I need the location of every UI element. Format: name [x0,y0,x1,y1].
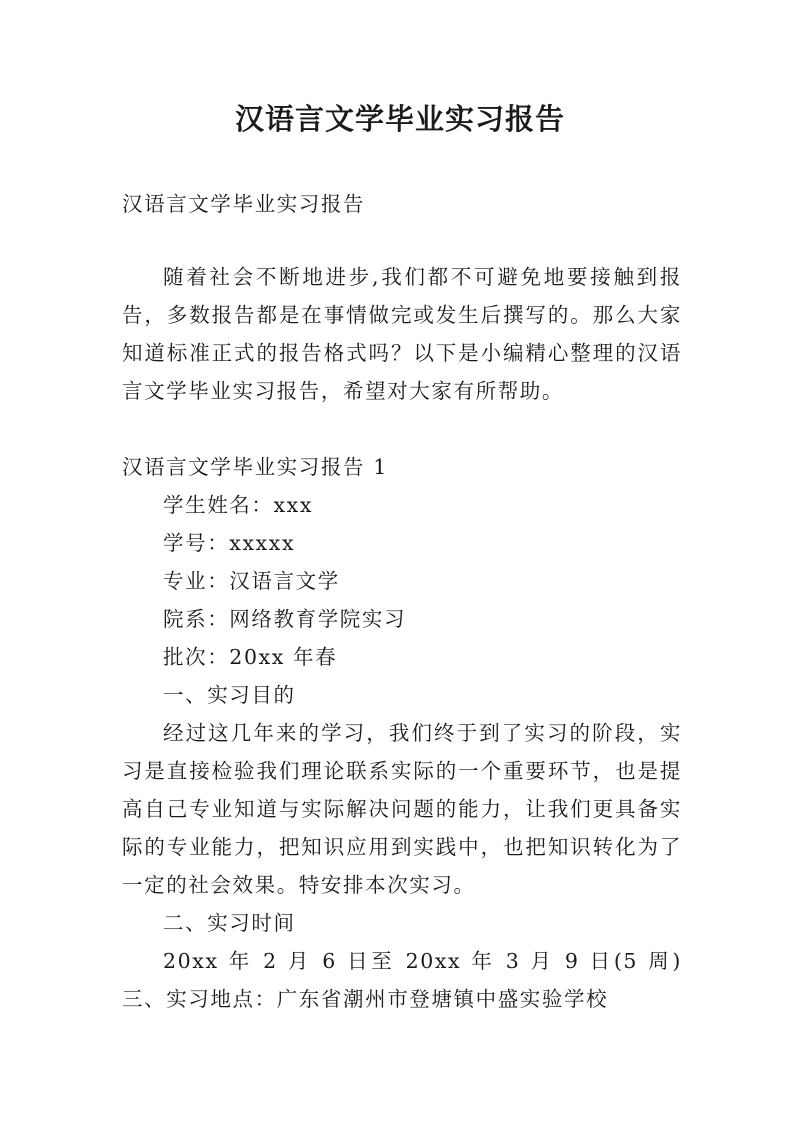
section-heading-time: 二、实习时间 [163,911,296,935]
report-heading: 汉语言文学毕业实习报告 1 [122,455,388,479]
intro-paragraph: 随着社会不断地进步,我们都不可避免地要接触到报告，多数报告都是在事情做完或发生后撰写的。那么大家知道标准正式的报告格式吗？以下是小编精心整理的汉语言文学毕业实习报告，希望对大家有所帮助。 [122,265,682,403]
section-body-time-location: 20xx 年 2 月 6 日至 20xx 年 3 月 9 日(5 周)三、实习地点：广东省潮州市登塘镇中盛实验学校 [122,949,682,1011]
student-name-field: 学生姓名：xxx [163,493,313,517]
document-subtitle: 汉语言文学毕业实习报告 [122,192,366,216]
section-heading-purpose: 一、实习目的 [163,683,296,707]
department-field: 院系：网络教育学院实习 [163,607,407,631]
batch-field: 批次：20xx 年春 [163,645,338,669]
document-title: 汉语言文学毕业实习报告 [234,102,565,136]
student-id-field: 学号：xxxxx [163,531,296,555]
section-body-purpose: 经过这几年来的学习，我们终于到了实习的阶段，实习是直接检验我们理论联系实际的一个重要环节，也是提高自己专业知道与实际解决问题的能力，让我们更具备实际的专业能力，把知识应用到实践中，也把知识转化为了一定的社会效果。特安排本次实习。 [122,721,682,897]
major-field: 专业：汉语言文学 [163,569,340,593]
